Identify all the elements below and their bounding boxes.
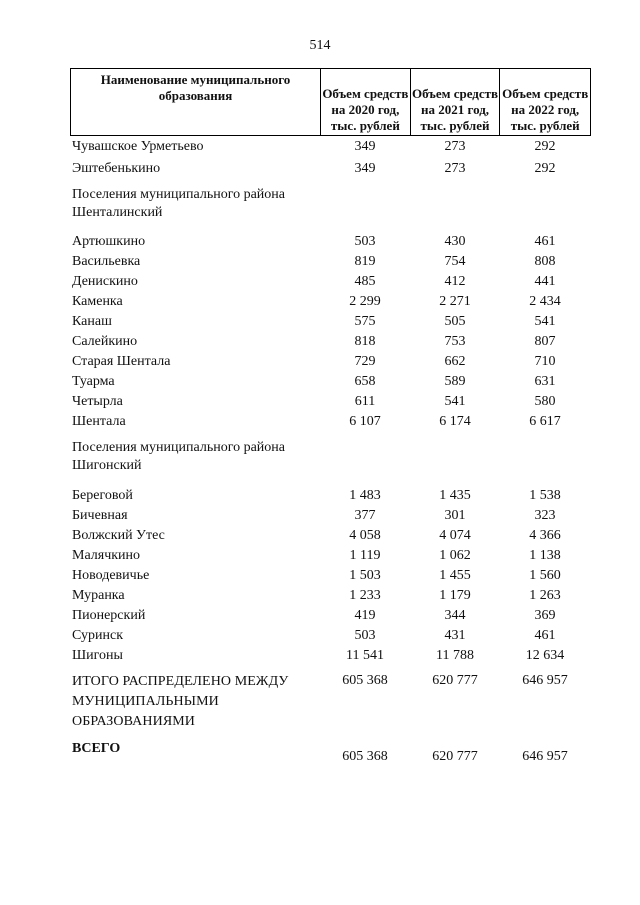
value-2022: 631 — [534, 374, 556, 389]
row-name: Суринск — [72, 628, 123, 643]
value-2020: 611 — [354, 394, 376, 409]
value-2022: 580 — [534, 394, 556, 409]
value-2022: 441 — [534, 274, 556, 289]
value-2021: 412 — [444, 274, 466, 289]
value-2021: 541 — [444, 394, 466, 409]
value-2020: 377 — [354, 508, 376, 523]
value-2020: 349 — [354, 161, 376, 176]
row-name: Новодевичье — [72, 568, 150, 583]
value-2022: 2 434 — [529, 294, 561, 309]
value-2022: 541 — [534, 314, 556, 329]
value-2020: 485 — [354, 274, 376, 289]
total-2022: 646 957 — [522, 673, 568, 688]
row-name: Каменка — [72, 294, 123, 309]
value-2020: 819 — [354, 254, 376, 269]
value-2020: 503 — [354, 234, 376, 249]
value-2021: 431 — [444, 628, 466, 643]
value-2021: 4 074 — [439, 528, 471, 543]
value-2020: 2 299 — [349, 294, 381, 309]
value-2020: 419 — [354, 608, 376, 623]
value-2022: 292 — [534, 139, 556, 154]
value-2022: 1 538 — [529, 488, 561, 503]
value-2022: 12 634 — [525, 648, 565, 663]
total-2021: 620 777 — [432, 673, 478, 688]
row-name: Пионерский — [72, 608, 146, 623]
value-2020: 575 — [354, 314, 376, 329]
row-name: Малячкино — [72, 548, 141, 563]
row-name: Старая Шентала — [72, 354, 171, 369]
value-2021: 505 — [444, 314, 466, 329]
value-2021: 1 435 — [439, 488, 471, 503]
value-2022: 1 263 — [529, 588, 561, 603]
value-2021: 430 — [444, 234, 466, 249]
grand-total-2021: 620 777 — [432, 749, 478, 764]
value-2022: 1 138 — [529, 548, 561, 563]
value-2020: 6 107 — [349, 414, 381, 429]
value-2021: 662 — [444, 354, 466, 369]
value-2021: 589 — [444, 374, 466, 389]
total-label: ИТОГО РАСПРЕДЕЛЕНО МЕЖДУ МУНИЦИПАЛЬНЫМИ ОБРАЗОВАНИЯМИ — [72, 674, 289, 729]
value-2021: 753 — [444, 334, 466, 349]
header-2022: Объем средств на 2022 год, тыс. рублей — [499, 69, 590, 135]
header-2021: Объем средств на 2021 год, тыс. рублей — [410, 69, 500, 135]
value-2022: 1 560 — [529, 568, 561, 583]
value-2021: 344 — [444, 608, 466, 623]
value-2021: 1 062 — [439, 548, 471, 563]
row-name: Муранка — [72, 588, 125, 603]
grand-total-2020: 605 368 — [342, 749, 388, 764]
value-2022: 292 — [534, 161, 556, 176]
row-name: Васильевка — [72, 254, 141, 269]
value-2022: 461 — [534, 234, 556, 249]
row-name: Шентала — [72, 414, 126, 429]
value-2020: 1 483 — [349, 488, 381, 503]
row-name: Туарма — [72, 374, 115, 389]
value-2022: 807 — [534, 334, 556, 349]
value-2021: 301 — [444, 508, 466, 523]
table-header — [70, 68, 591, 136]
value-2021: 1 179 — [439, 588, 471, 603]
value-2021: 2 271 — [439, 294, 471, 309]
value-2020: 4 058 — [349, 528, 381, 543]
value-2020: 503 — [354, 628, 376, 643]
value-2020: 11 541 — [346, 648, 384, 663]
row-name: Четырла — [72, 394, 123, 409]
row-name: Канаш — [72, 314, 112, 329]
value-2020: 1 233 — [349, 588, 381, 603]
header-name: Наименование муниципального образования — [100, 72, 291, 103]
header-2020: Объем средств на 2020 год, тыс. рублей — [320, 69, 410, 135]
value-2021: 1 455 — [439, 568, 471, 583]
row-name: Чувашское Урметьево — [72, 139, 204, 154]
row-name: Салейкино — [72, 334, 138, 349]
value-2022: 808 — [534, 254, 556, 269]
row-name: Денискино — [72, 274, 138, 289]
value-2022: 323 — [534, 508, 556, 523]
row-name: Эштебенькино — [72, 161, 161, 176]
page-number: 514 — [309, 38, 331, 53]
value-2021: 11 788 — [436, 648, 474, 663]
grand-total-2022: 646 957 — [522, 749, 568, 764]
value-2020: 658 — [354, 374, 376, 389]
grand-total-label: ВСЕГО — [72, 741, 121, 756]
section-shigony: Поселения муниципального района Шигонский — [72, 440, 286, 473]
row-name: Береговой — [72, 488, 133, 503]
row-name: Бичевная — [72, 508, 128, 523]
value-2020: 1 503 — [349, 568, 381, 583]
row-name: Шигоны — [72, 648, 123, 663]
value-2020: 818 — [354, 334, 376, 349]
value-2022: 4 366 — [529, 528, 561, 543]
value-2020: 1 119 — [349, 548, 381, 563]
value-2021: 273 — [444, 139, 466, 154]
value-2022: 461 — [534, 628, 556, 643]
value-2022: 6 617 — [529, 414, 561, 429]
row-name: Волжский Утес — [72, 528, 165, 543]
value-2021: 273 — [444, 161, 466, 176]
value-2021: 6 174 — [439, 414, 471, 429]
total-2020: 605 368 — [342, 673, 388, 688]
value-2020: 349 — [354, 139, 376, 154]
row-name: Артюшкино — [72, 234, 146, 249]
value-2022: 369 — [534, 608, 556, 623]
section-shentala: Поселения муниципального района Шенталинский — [72, 187, 286, 220]
value-2021: 754 — [444, 254, 466, 269]
value-2020: 729 — [354, 354, 376, 369]
value-2022: 710 — [534, 354, 556, 369]
